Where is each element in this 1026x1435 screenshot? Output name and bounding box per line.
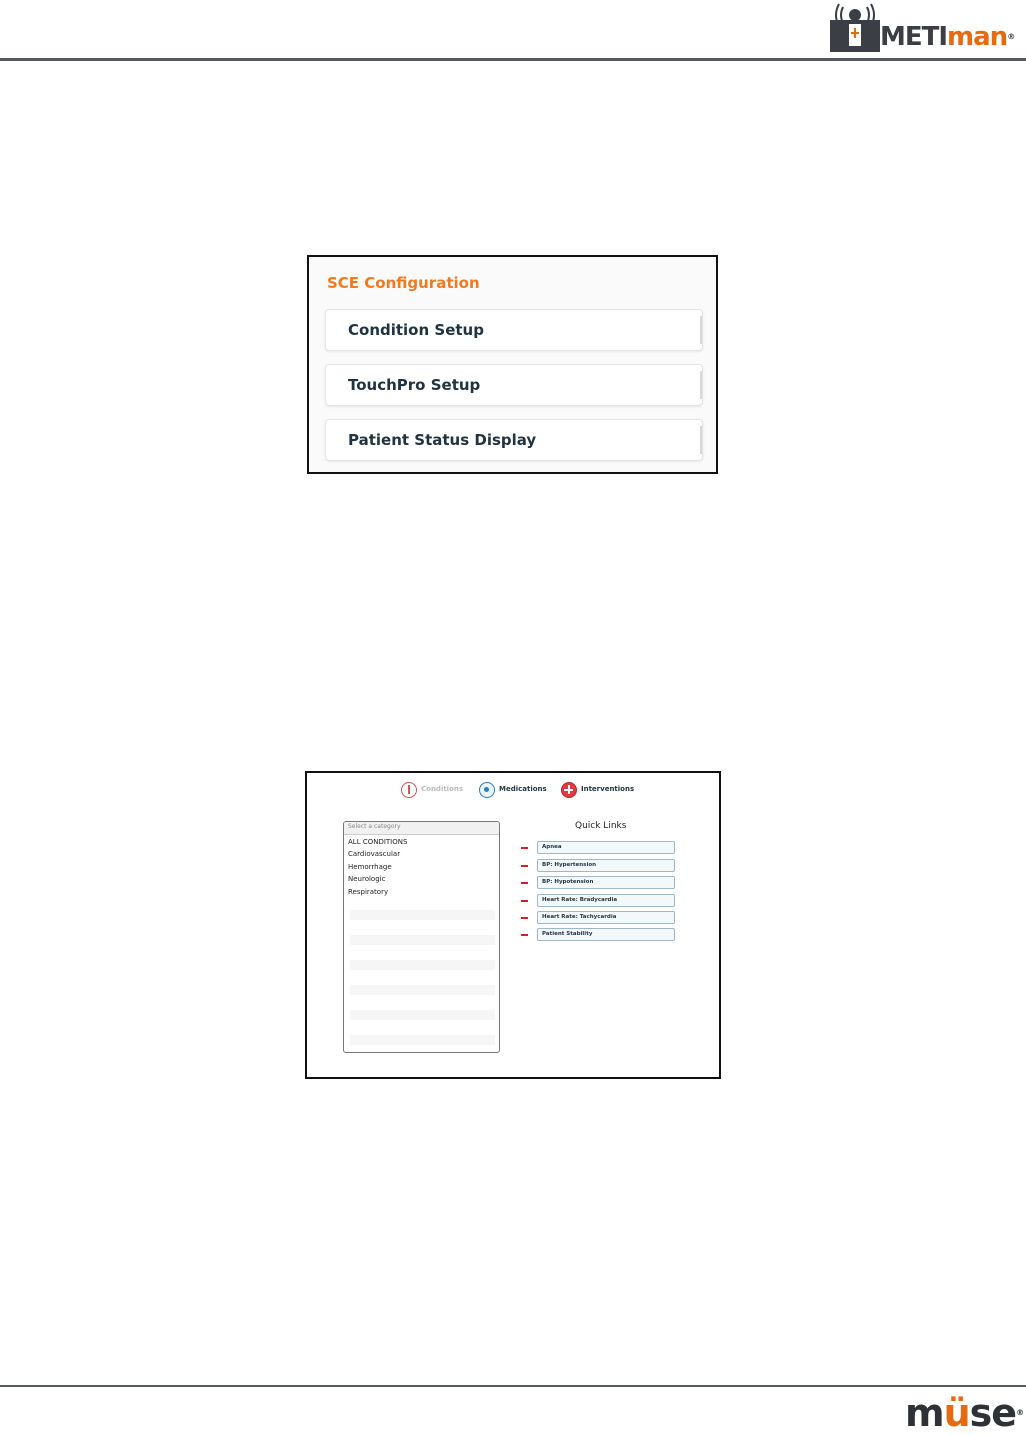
logo-se: se bbox=[969, 1391, 1017, 1435]
quick-link-bp-hypotension[interactable] bbox=[537, 876, 675, 889]
conditions-icon bbox=[401, 782, 417, 798]
conditions-panel bbox=[305, 771, 721, 1079]
list-item-all-conditions[interactable]: ALL CONDITIONS bbox=[348, 838, 408, 846]
category-list[interactable] bbox=[343, 821, 500, 1053]
quick-link-row bbox=[521, 859, 677, 873]
quick-link-label: Heart Rate: Tachycardia bbox=[542, 914, 617, 920]
patient-status-display-label: Patient Status Display bbox=[348, 431, 537, 449]
list-stripe bbox=[350, 960, 495, 970]
remove-icon[interactable] bbox=[521, 847, 528, 849]
quick-link-apnea[interactable] bbox=[537, 841, 675, 854]
footer-divider bbox=[0, 1385, 1026, 1387]
manikin-icon bbox=[830, 4, 880, 52]
header-divider bbox=[0, 58, 1026, 61]
interventions-icon bbox=[561, 782, 577, 798]
tab-medications-label: Medications bbox=[499, 785, 547, 793]
logo-m: m bbox=[905, 1391, 944, 1435]
logo-registered: ® bbox=[1007, 32, 1015, 41]
quick-link-bradycardia[interactable] bbox=[537, 894, 675, 907]
list-stripe bbox=[350, 985, 495, 995]
tab-conditions-label: Conditions bbox=[421, 785, 464, 793]
touchpro-setup-button[interactable] bbox=[325, 364, 703, 406]
list-stripe bbox=[350, 935, 495, 945]
list-item-hemorrhage[interactable]: Hemorrhage bbox=[348, 863, 392, 871]
muse-logo bbox=[905, 1393, 1023, 1433]
quick-link-patient-stability[interactable] bbox=[537, 928, 675, 941]
category-placeholder: Select a category bbox=[348, 823, 401, 830]
list-stripe bbox=[350, 1010, 495, 1020]
quick-link-label: Heart Rate: Bradycardia bbox=[542, 897, 618, 903]
list-item-cardiovascular[interactable]: Cardiovascular bbox=[348, 850, 401, 858]
list-item-neurologic[interactable]: Neurologic bbox=[348, 875, 386, 883]
category-select-header[interactable] bbox=[344, 822, 499, 835]
sce-configuration-title: SCE Configuration bbox=[327, 274, 480, 292]
condition-setup-label: Condition Setup bbox=[348, 321, 484, 339]
logo-registered: ® bbox=[1016, 1408, 1024, 1417]
quick-link-row bbox=[521, 911, 677, 925]
logo-meti: METI bbox=[880, 22, 948, 52]
logo-man: man bbox=[947, 22, 1008, 52]
remove-icon[interactable] bbox=[521, 882, 528, 884]
sce-configuration-panel bbox=[307, 255, 718, 474]
quick-links-title: Quick Links bbox=[575, 821, 627, 831]
list-stripe bbox=[350, 910, 495, 920]
tab-interventions-label: Interventions bbox=[581, 785, 635, 793]
quick-link-tachycardia[interactable] bbox=[537, 911, 675, 924]
quick-link-label: BP: Hypotension bbox=[542, 879, 594, 885]
remove-icon[interactable] bbox=[521, 917, 528, 919]
list-stripe bbox=[350, 1035, 495, 1045]
quick-link-label: BP: Hypertension bbox=[542, 862, 597, 868]
metiman-wordmark bbox=[880, 22, 1014, 52]
quick-link-row bbox=[521, 876, 677, 890]
list-item-respiratory[interactable]: Respiratory bbox=[348, 888, 389, 896]
quick-link-row bbox=[521, 928, 677, 942]
quick-link-row bbox=[521, 841, 677, 855]
patient-status-display-button[interactable] bbox=[325, 419, 703, 461]
condition-setup-button[interactable] bbox=[325, 309, 703, 351]
button-edge bbox=[700, 426, 702, 454]
logo-u: ü bbox=[943, 1391, 970, 1435]
button-edge bbox=[700, 316, 702, 344]
remove-icon[interactable] bbox=[521, 934, 528, 936]
quick-link-row bbox=[521, 894, 677, 908]
quick-link-label: Apnea bbox=[542, 844, 562, 850]
remove-icon[interactable] bbox=[521, 865, 528, 867]
quick-link-label: Patient Stability bbox=[542, 931, 593, 937]
medications-icon bbox=[479, 782, 495, 798]
remove-icon[interactable] bbox=[521, 900, 528, 902]
button-edge bbox=[700, 371, 702, 399]
quick-link-bp-hypertension[interactable] bbox=[537, 859, 675, 872]
touchpro-setup-label: TouchPro Setup bbox=[348, 376, 481, 394]
